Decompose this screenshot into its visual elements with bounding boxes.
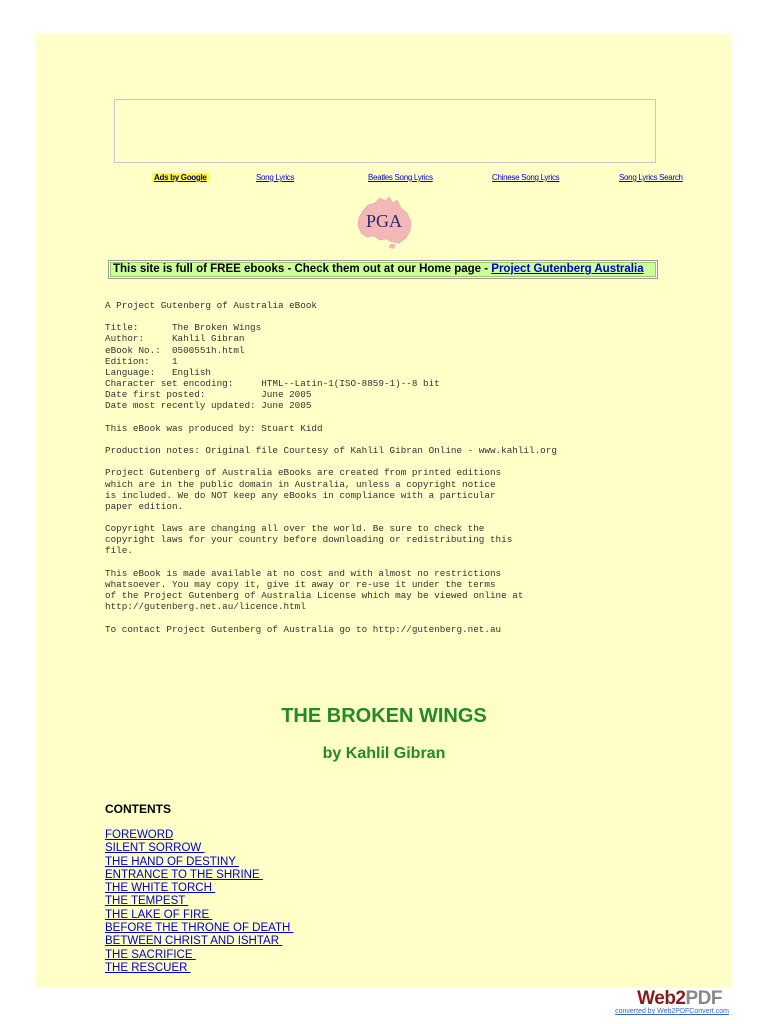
banner-text bbox=[113, 263, 644, 275]
contents-item bbox=[105, 949, 294, 962]
web2pdf-logo-pdf: PDF bbox=[685, 988, 722, 1009]
contents-item bbox=[105, 856, 294, 869]
toc-link-lake-of-fire[interactable]: THE LAKE OF FIRE bbox=[105, 908, 213, 921]
toc-link-tempest[interactable]: THE TEMPEST bbox=[105, 895, 189, 908]
contents-item bbox=[105, 909, 294, 922]
toc-link-white-torch[interactable]: THE WHITE TORCH bbox=[105, 882, 216, 895]
contents-heading: CONTENTS bbox=[105, 802, 171, 816]
web2pdf-footer[interactable] bbox=[608, 988, 732, 1018]
pga-australia-logo[interactable] bbox=[352, 194, 416, 250]
ad-frame[interactable] bbox=[114, 99, 656, 163]
toc-link-rescuer[interactable]: THE RESCUER bbox=[105, 961, 191, 974]
contents-item bbox=[105, 869, 294, 882]
ad-links-bar bbox=[114, 173, 683, 185]
contents-item bbox=[105, 935, 294, 948]
toc-link-between-christ-and-ishtar[interactable]: BETWEEN CHRIST AND ISHTAR bbox=[105, 935, 283, 948]
document-page bbox=[36, 34, 732, 987]
ad-link-beatles-song-lyrics[interactable]: Beatles Song Lyrics bbox=[368, 173, 433, 182]
project-gutenberg-australia-link[interactable]: Project Gutenberg Australia bbox=[491, 263, 644, 275]
toc-link-sacrifice[interactable]: THE SACRIFICE bbox=[105, 948, 196, 961]
contents-list bbox=[105, 829, 294, 975]
contents-item bbox=[105, 882, 294, 895]
contents-item bbox=[105, 895, 294, 908]
ad-link-chinese-song-lyrics[interactable]: Chinese Song Lyrics bbox=[492, 173, 560, 182]
toc-link-silent-sorrow[interactable]: SILENT SORROW bbox=[105, 842, 205, 855]
pga-logo-text: PGA bbox=[365, 211, 403, 231]
book-title: THE BROKEN WINGS bbox=[281, 705, 487, 727]
home-page-banner bbox=[108, 260, 658, 279]
ads-by-google-link[interactable]: Ads by Google bbox=[154, 173, 207, 182]
toc-link-hand-of-destiny[interactable]: THE HAND OF DESTINY bbox=[105, 855, 239, 868]
ad-link-song-lyrics-search[interactable]: Song Lyrics Search bbox=[619, 173, 683, 182]
book-author: by Kahlil Gibran bbox=[322, 745, 446, 762]
ad-link-song-lyrics[interactable]: Song Lyrics bbox=[256, 173, 295, 182]
web2pdf-converted-link[interactable]: converted by Web2PDFConvert.com bbox=[615, 1008, 729, 1015]
contents-item bbox=[105, 962, 294, 975]
toc-link-entrance-to-the-shrine[interactable]: ENTRANCE TO THE SHRINE bbox=[105, 868, 263, 881]
web2pdf-logo bbox=[637, 988, 722, 1010]
ebook-metadata-text: A Project Gutenberg of Australia eBook Title: The Broken Wings Author: Kahlil Gibran eBook No.: 0500551h.html Edition: 1 Language: English Character set encoding: HTML--Latin-1(ISO-8859-1)--8 bit Date first posted: June 2005 Date most recently updated: June 2005 This eBook was produced by: Stuart Kidd Production notes: Original file Courtesy of Kahlil Gibran Online - www.kahlil.org Project Gutenberg of Australia eBooks are created from printed editions which are in the public domain in Australia, unless a copyright notice is included. We do NOT keep any eBooks in compliance with a particular paper edition. Copyright laws are changing all over the world. Be sure to check the copyright laws for your country before downloading or redistributing this file. This eBook is made available at no cost and with almost no restrictions whatsoever. You may copy it, give it away or re-use it under the terms of the Project Gutenberg of Australia License which may be viewed online at http://gutenberg.net.au/licence.html To contact Project Gutenberg of Australia go to http://gutenberg.net.au bbox=[105, 300, 557, 635]
web2pdf-logo-web: Web2 bbox=[637, 988, 686, 1009]
toc-link-before-the-throne-of-death[interactable]: BEFORE THE THRONE OF DEATH bbox=[105, 922, 294, 935]
banner-message: This site is full of FREE ebooks - Check them out at our Home page - bbox=[113, 263, 492, 275]
contents-item bbox=[105, 922, 294, 935]
contents-item bbox=[105, 829, 294, 842]
contents-item bbox=[105, 842, 294, 855]
toc-link-foreword[interactable]: FOREWORD bbox=[105, 829, 174, 841]
